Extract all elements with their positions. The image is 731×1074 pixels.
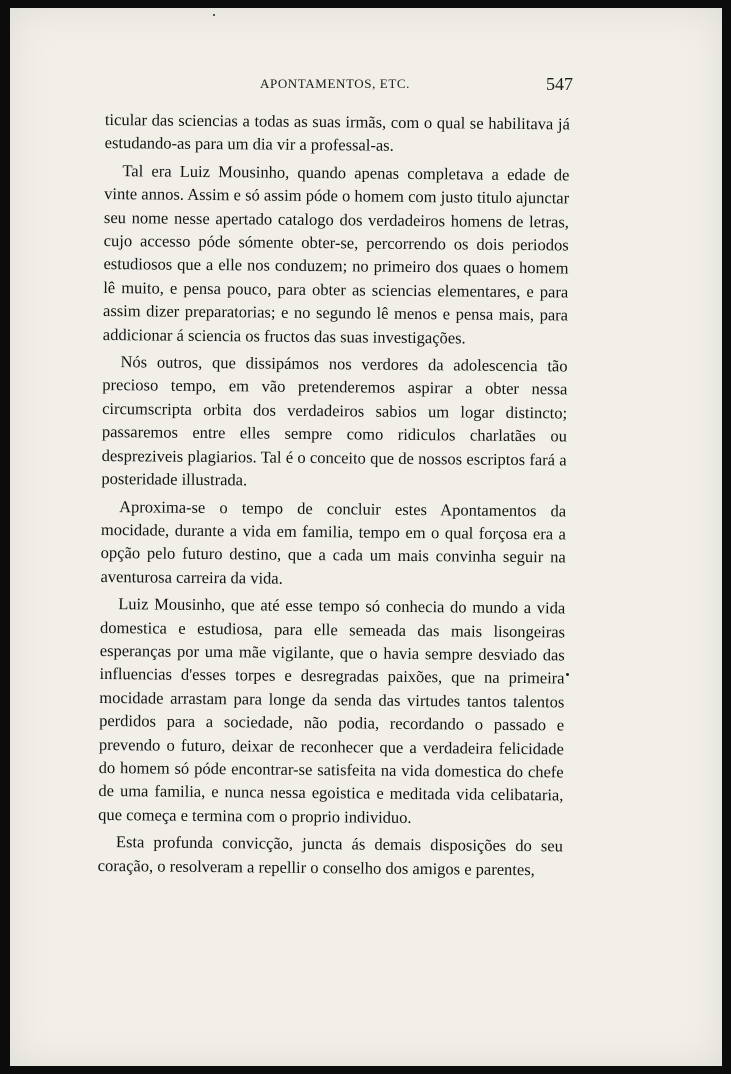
running-title: APONTAMENTOS, ETC.	[260, 76, 410, 91]
paragraph: Aproxima-se o tempo de concluir estes Apontamentos da mocidade, durante a vida em familia, tempo em o qual forçosa era a opção pelo futuro destino, que a cada um mais convinha seguir na aventurosa carreira da vida.	[100, 496, 567, 588]
page-number: 547	[546, 74, 573, 94]
paragraph: Esta profunda convicção, juncta ás demais disposições do seu coração, o resolveram a repellir o conselho dos amigos e parentes,	[97, 832, 564, 879]
paragraph: Luiz Mousinho, que até esse tempo só conhecia do mundo a vida domestica e estudiosa, para elle semeada das mais lisongeiras esperanças por uma mãe vigilante, que o havia sempre desviado das influencias d'esses torpes e desregradas paixões, que na primeira mocidade arrastam para longe da senda das virtudes tantos talentos perdidos para a sociedade, não podia, recordando o passado e prevendo o futuro, deixar de reconhecer que a verdadeira felicidade do homem só póde encontrar-se satisfeita na vida domestica do chefe de uma familia, e nunca nessa egoistica e meditada vida celibataria, que começa e termina com o proprio individuo.	[98, 594, 566, 827]
page-body	[98, 108, 570, 881]
paragraph: Tal era Luiz Mousinho, quando apenas completava a edade de vinte annos. Assim e só assim póde o homem com justo titulo ajunctar seu nome nesse apertado catalogo dos verdadeiros homens de letras, cujo accesso póde sómente obter-se, percorrendo os dois periodos estudiosos que a elle nos conduzem; no primeiro dos quaes o homem lê muito, e pensa pouco, para obter as sciencias elementares, e para assim dizer preparatorias; e no segundo lê menos e pensa mais, para addicionar á sciencia os fructos das suas investigações.	[102, 160, 570, 348]
paragraph: Nós outros, que dissipámos nos verdores da adolescencia tão precioso tempo, em vão pretenderemos aspirar a obter nessa circumscripta orbita dos verdadeiros sabios um logar distincto; passaremos entre elles sempre como ridiculos charlatães ou despreziveis plagiarios. Tal é o conceito que de nossos escriptos fará a posteridade illustrada.	[101, 352, 568, 490]
book-page	[10, 8, 722, 1066]
ink-speck	[213, 14, 215, 16]
page-header	[10, 74, 722, 96]
ink-speck	[566, 673, 569, 676]
paragraph-continued: ticular das sciencias a todas as suas irmãs, com o qual se habilitava já estudando-as para um dia vir a professal-as.	[104, 109, 570, 156]
